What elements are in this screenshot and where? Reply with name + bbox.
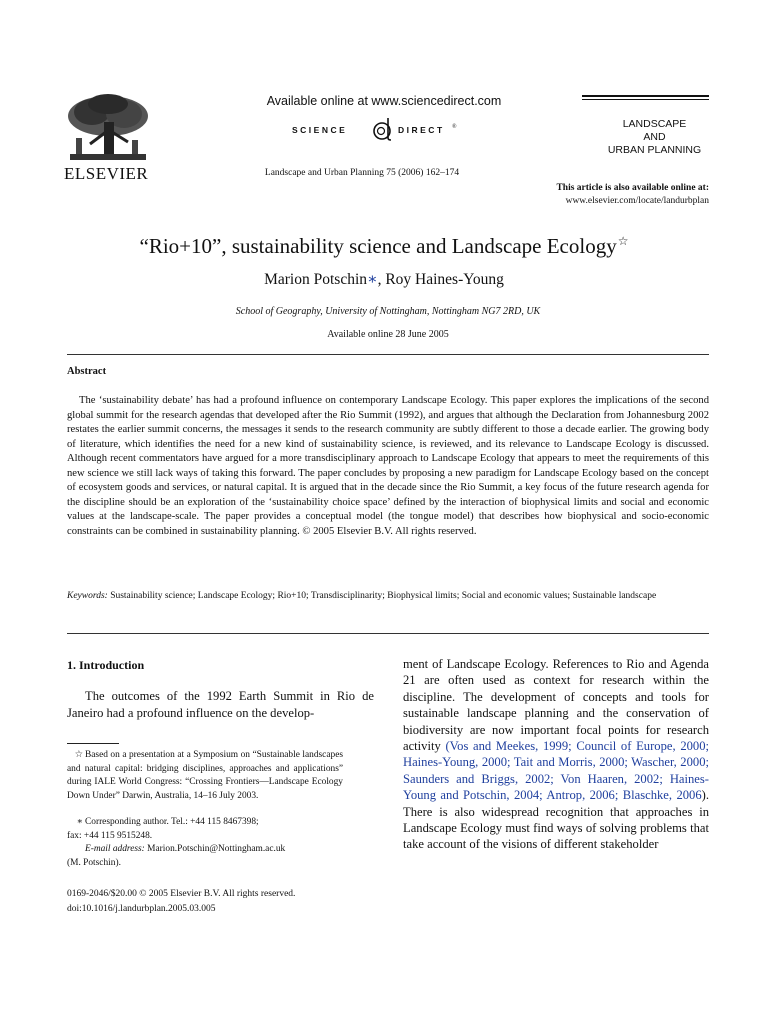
footnote-1 [67, 749, 343, 803]
footnote-2-mark: ∗ [76, 817, 83, 827]
also-online-notice [556, 182, 709, 208]
affiliation: School of Geography, University of Nottingham, Nottingham NG7 2RD, UK [235, 306, 541, 317]
abstract-text: The ‘sustainability debate’ has had a profound influence on contemporary Landscape Ecology. This paper explores the implications of the second global summit for the research agendas that developed after the Rio Summit (1992), and argues that although the Declaration from Johannesburg 2002 restates the earlier summit concerns, the messages it sends to the research community are subtly different to those a decade earlier. The growing body of literature, which identifies the need for a new kind of sustainability science, is reviewed, and its relevance to Landscape Ecology is discussed. Although recent commentators have argued for a more transdisciplinary approach to Landscape Ecology that appears to meet the requirements of this new science we still lack ways of taking this forward. The paper concludes by proposing a new paradigm for Landscape Ecology based on the concept of ecosystem goods and services, or natural capital. It is argued that in the decade since the Rio Summit, a key focus of the future research agenda for the discipline should be an exploration of the ‘sustainability choice space’ defined by the interaction of biophysical limits and social and economic values at the landscape-scale. The paper provides a conceptual model (the tongue model) that describes how biophysical and socio-economic constraints can be combined in sustainability planning. [67, 395, 709, 537]
abstract-body [67, 394, 709, 539]
author-2: , Roy Haines-Young [377, 271, 504, 288]
sciencedirect-d-icon [368, 116, 396, 144]
publisher-name: ELSEVIER [64, 164, 149, 183]
title-footnote-mark[interactable]: ☆ [617, 234, 629, 248]
journal-rule-bottom [582, 99, 709, 100]
keywords-list: Sustainability science; Landscape Ecology; Rio+10; Transdisciplinarity; Biophysical limits; Social and economic values; Sustainable landscape [110, 591, 657, 601]
footnote-2-fax: fax: +44 115 9515248. [67, 830, 153, 841]
also-online-label: This article is also available online at: [556, 183, 709, 193]
sciencedirect-left: SCIENCE [292, 125, 348, 135]
intro-column-1: The outcomes of the 1992 Earth Summit in Rio de Janeiro had a profound influence on the develop- [67, 689, 374, 721]
citation-links[interactable]: (Vos and Meekes, 1999; Council of Europe, 2000; Haines-Young, 2000; Tait and Morris, 2000; Wascher, 2000; Saunders and Briggs, 2002; Von Haaren, 2002; Haines-Young and Potschin, 2004; Antrop, 2006; Blaschke, 2006 [403, 739, 710, 803]
journal-title [582, 118, 727, 157]
journal-title-line2: AND [643, 131, 666, 143]
available-online-url: Available online at www.sciencedirect.com [266, 94, 502, 108]
divider-bottom [67, 633, 709, 634]
issn-line: 0169-2046/$20.00 © 2005 Elsevier B.V. All rights reserved. [67, 889, 296, 899]
sciencedirect-logo [284, 116, 484, 144]
divider-top [67, 354, 709, 355]
footnote-rule [67, 743, 119, 744]
footnote-2-text: Corresponding author. Tel.: +44 115 8467398; [85, 817, 259, 827]
corresponding-author-mark[interactable]: ∗ [367, 271, 378, 288]
footnote-2 [67, 816, 343, 870]
journal-rule-top [582, 95, 709, 97]
abstract-heading: Abstract [67, 366, 107, 377]
footnote-1-mark: ☆ [74, 750, 83, 760]
keywords [67, 590, 709, 604]
author-1: Marion Potschin [264, 271, 368, 288]
journal-reference: Landscape and Urban Planning 75 (2006) 162–174 [264, 168, 460, 178]
paper-title [0, 234, 768, 259]
email-address[interactable]: Marion.Potschin@Nottingham.ac.uk [147, 844, 286, 854]
also-online-url[interactable]: www.elsevier.com/locate/landurbplan [565, 196, 709, 206]
intro-column-2 [403, 656, 709, 853]
journal-title-line1: LANDSCAPE [622, 118, 687, 130]
email-name: (M. Potschin). [67, 857, 121, 868]
footnote-1-text: Based on a presentation at a Symposium on “Sustainable landscapes and natural capital: bridging disciplines, approaches and applications” during IALE World Congress: “Crossing Frontiers—Landscape Ecology Down Under” Darwin, Australia, 14–16 July 2003. [67, 750, 343, 801]
doi-line[interactable]: doi:10.1016/j.landurbplan.2005.03.005 [67, 903, 216, 914]
sciencedirect-right: DIRECT [398, 125, 445, 135]
journal-title-line3: URBAN PLANNING [607, 144, 702, 156]
intro-col2-text-end: ). There is also widespread recognition that approaches in Landscape Ecology must find ways of solving problems that take account of the visions of different stakeholder [403, 788, 709, 852]
paper-title-text: “Rio+10”, sustainability science and Landscape Ecology [139, 234, 617, 258]
intro-col2-text: ment of Landscape Ecology. References to Rio and Agenda 21 are often used as context for research within the discipline. The development of concepts and tools for sustainable landscape planning and the conservation of biodiversity are now important focal points for research activity [403, 657, 709, 754]
available-date: Available online 28 June 2005 [327, 329, 449, 340]
abstract-copyright: © 2005 Elsevier B.V. All rights reserved. [302, 525, 477, 537]
section-heading: 1. Introduction [67, 658, 145, 672]
email-label: E-mail address: [85, 844, 145, 854]
keywords-label: Keywords: [67, 591, 108, 601]
authors [0, 270, 768, 289]
registered-mark-icon: ® [452, 124, 457, 130]
article-identifiers [67, 887, 295, 916]
